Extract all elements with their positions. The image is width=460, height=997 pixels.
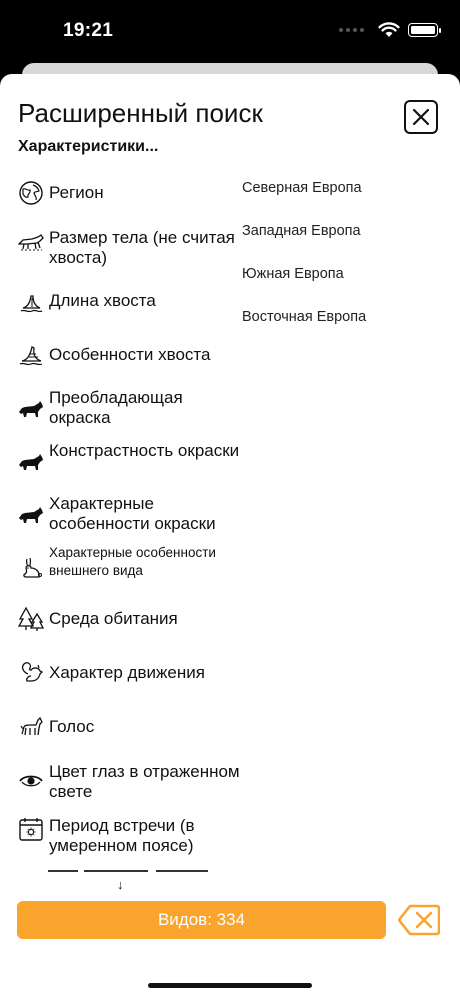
status-time: 19:21 (63, 20, 114, 41)
category-voice[interactable] (18, 714, 240, 740)
battery-icon (408, 23, 438, 37)
category-label: Преобладающая окраска (49, 388, 183, 427)
clear-filters-icon[interactable] (398, 904, 440, 936)
status-bar (0, 0, 460, 64)
tail-length-icon (18, 290, 44, 316)
category-body-size[interactable] (18, 228, 240, 268)
category-movement[interactable] (18, 660, 240, 686)
advanced-search-sheet (0, 74, 460, 997)
category-label: Среда обитания (49, 609, 178, 628)
region-value-item[interactable]: Западная Европа (242, 223, 361, 239)
category-predominant-color[interactable] (18, 388, 240, 428)
category-label: Период встречи (в умеренном поясе) (49, 816, 195, 855)
animal-silhouette-icon (18, 504, 44, 530)
category-color-features[interactable] (18, 494, 240, 534)
region-value-item[interactable]: Южная Европа (242, 266, 344, 282)
tail-features-icon (18, 342, 44, 368)
rabbit-icon (18, 556, 44, 582)
horse-icon (18, 714, 44, 740)
category-encounter-period[interactable] (18, 816, 240, 856)
close-icon (412, 108, 430, 126)
globe-icon (18, 180, 44, 206)
category-label: Размер тела (не считая хвоста) (49, 228, 235, 267)
category-appearance-features[interactable] (18, 544, 240, 582)
eye-icon (18, 768, 44, 794)
fox-size-icon (18, 228, 44, 254)
sheet-title: Расширенный поиск (18, 98, 263, 128)
region-value-item[interactable]: Восточная Европа (242, 309, 367, 325)
animal-silhouette-icon (18, 451, 44, 477)
category-habitat[interactable] (18, 606, 240, 632)
calendar-sun-icon (18, 816, 44, 842)
category-label: Длина хвоста (49, 291, 156, 310)
category-label: Характерные особенности окраски (49, 494, 216, 533)
region-value-item[interactable]: Северная Европа (242, 180, 362, 196)
close-button[interactable] (404, 100, 438, 134)
scroll-down-arrow-icon[interactable]: ↓ (117, 877, 124, 892)
show-species-button[interactable]: Видов: 334 (17, 901, 386, 939)
wifi-icon (378, 22, 400, 38)
characteristics-list[interactable] (0, 170, 240, 872)
signal-dots-icon (339, 28, 364, 32)
status-icons (339, 22, 438, 38)
home-indicator (148, 983, 312, 988)
category-tail-length[interactable] (18, 290, 240, 316)
category-label: Голос (49, 717, 95, 736)
category-label: Характерные особенности внешнего вида (49, 545, 216, 578)
trees-icon (18, 606, 44, 632)
characteristics-heading: Характеристики... (18, 138, 159, 155)
animal-silhouette-icon (18, 398, 44, 424)
clipped-list-item (48, 870, 208, 874)
squirrel-icon (18, 660, 44, 686)
category-label: Констрастность окраски (49, 441, 240, 460)
category-tail-features[interactable] (18, 342, 240, 368)
category-color-contrast[interactable] (18, 441, 240, 477)
category-label: Цвет глаз в отраженном свете (49, 762, 240, 801)
category-label: Характер движения (49, 663, 205, 682)
category-label: Регион (49, 183, 104, 202)
category-region[interactable] (18, 180, 240, 206)
category-eye-color[interactable] (18, 762, 240, 802)
category-label: Особенности хвоста (49, 345, 211, 364)
